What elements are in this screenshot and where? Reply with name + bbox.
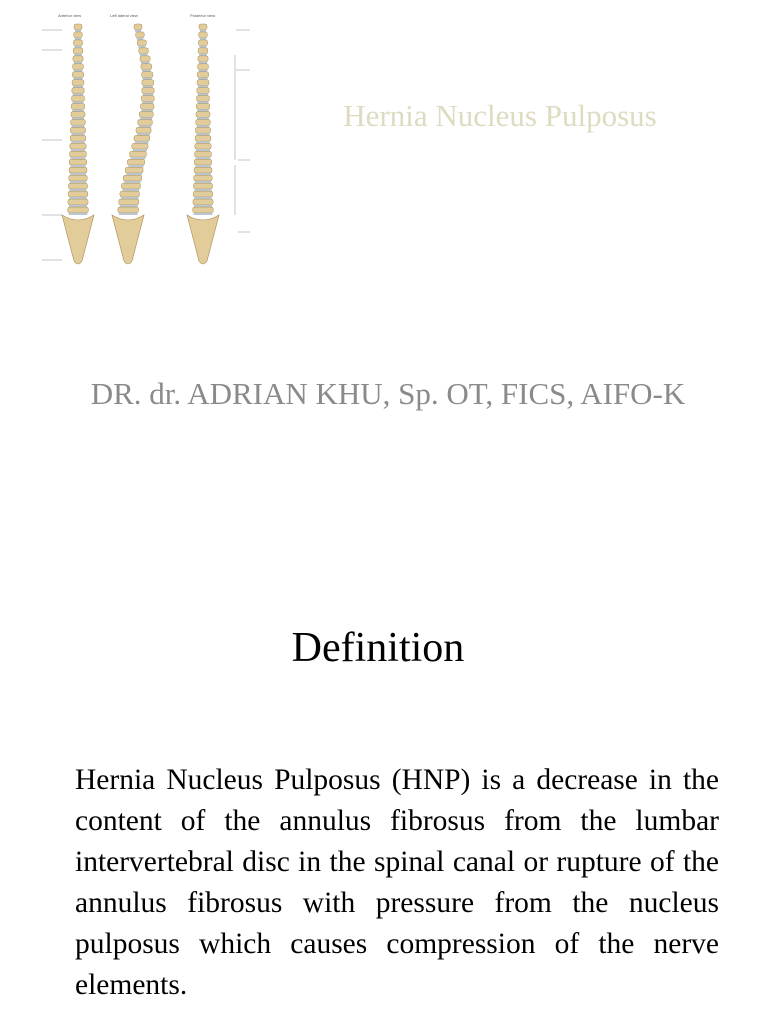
posterior-vertebra — [194, 167, 212, 173]
lateral-disc — [131, 157, 146, 159]
anterior-disc — [74, 62, 82, 64]
anterior-disc — [73, 101, 84, 103]
anterior-disc — [73, 77, 82, 79]
lateral-disc — [141, 109, 153, 111]
lateral-disc — [142, 101, 153, 103]
lateral-vertebra — [134, 24, 142, 30]
anterior-disc — [71, 141, 85, 143]
lateral-vertebra — [130, 151, 147, 157]
posterior-vertebra — [197, 72, 208, 78]
posterior-vertebra — [196, 104, 210, 110]
lateral-vertebra — [118, 207, 139, 213]
lateral-vertebra — [142, 72, 153, 78]
spine-illustration — [28, 10, 272, 272]
anterior-disc — [70, 165, 85, 167]
lateral-disc — [122, 189, 139, 191]
lateral-vertebra — [134, 135, 150, 141]
lateral-disc — [142, 70, 151, 72]
anterior-disc — [73, 85, 83, 87]
lateral-disc — [143, 93, 153, 95]
lateral-vertebra — [123, 175, 141, 181]
posterior-disc — [194, 213, 213, 215]
anterior-spine — [62, 24, 94, 264]
lateral-disc — [126, 173, 142, 175]
anterior-disc — [69, 197, 87, 199]
anterior-vertebra — [69, 175, 87, 181]
anterior-disc — [70, 173, 86, 175]
lateral-disc — [137, 133, 150, 135]
anterior-vertebra — [71, 104, 85, 110]
posterior-disc — [199, 70, 208, 72]
posterior-disc — [194, 197, 212, 199]
posterior-vertebra — [196, 120, 211, 126]
posterior-vertebra — [194, 175, 212, 181]
lateral-disc — [139, 125, 152, 127]
posterior-vertebra — [196, 112, 210, 118]
posterior-disc — [197, 125, 210, 127]
posterior-disc — [195, 181, 211, 183]
anterior-vertebra — [72, 80, 84, 86]
slide-title-text: Hernia Nucleus Pulposus — [343, 98, 657, 133]
anterior-vertebra — [73, 40, 82, 46]
lateral-vertebra — [142, 88, 154, 94]
posterior-disc — [198, 101, 209, 103]
anterior-vertebra — [70, 143, 86, 149]
author-line: DR. dr. ADRIAN KHU, Sp. OT, FICS, AIFO-K — [90, 376, 686, 411]
lateral-spine — [112, 24, 154, 264]
anterior-vertebra — [74, 32, 83, 38]
lateral-vertebra — [127, 159, 144, 165]
anterior-vertebra — [70, 135, 86, 141]
anterior-vertebra — [68, 199, 88, 205]
slide-definition — [0, 512, 768, 1024]
lateral-disc — [124, 181, 140, 183]
anterior-disc — [74, 70, 83, 72]
lateral-vertebra — [140, 104, 154, 110]
lateral-sacrum — [112, 215, 144, 264]
lateral-disc — [121, 197, 139, 199]
anterior-vertebra — [72, 96, 85, 102]
lateral-disc — [120, 205, 138, 207]
anterior-disc — [71, 149, 85, 151]
caption-anterior: Anterior view — [58, 13, 82, 18]
anterior-vertebra — [68, 191, 88, 197]
anterior-vertebra — [69, 167, 87, 173]
posterior-disc — [195, 173, 211, 175]
posterior-vertebra — [198, 56, 208, 62]
lateral-disc — [143, 77, 152, 79]
anterior-vertebra — [72, 88, 84, 94]
posterior-spine — [187, 24, 219, 264]
lateral-vertebra — [119, 199, 139, 205]
lateral-vertebra — [136, 127, 151, 133]
posterior-vertebra — [195, 143, 211, 149]
lateral-vertebra — [138, 120, 153, 126]
posterior-disc — [196, 157, 211, 159]
lateral-disc — [141, 62, 149, 64]
lateral-disc — [143, 85, 153, 87]
lateral-vertebra — [125, 167, 143, 173]
lateral-disc — [128, 165, 143, 167]
posterior-disc — [196, 133, 209, 135]
posterior-vertebra — [199, 24, 207, 30]
lateral-disc — [138, 46, 145, 48]
anterior-disc — [71, 157, 86, 159]
anterior-disc — [74, 54, 82, 56]
posterior-vertebra — [197, 80, 209, 86]
definition-heading: Definition — [291, 625, 465, 671]
anterior-disc — [72, 109, 84, 111]
anterior-vertebra — [73, 48, 83, 54]
anterior-vertebra — [73, 64, 84, 70]
posterior-vertebra — [193, 207, 214, 213]
lateral-disc — [133, 149, 147, 151]
lateral-vertebra — [136, 32, 145, 38]
posterior-disc — [196, 141, 210, 143]
posterior-vertebra — [194, 159, 211, 165]
posterior-disc — [198, 85, 208, 87]
posterior-disc — [199, 54, 207, 56]
posterior-vertebra — [197, 96, 210, 102]
lateral-disc — [140, 117, 152, 119]
anterior-disc — [71, 133, 84, 135]
posterior-vertebra — [198, 40, 207, 46]
posterior-vertebra — [195, 151, 212, 157]
lateral-disc — [135, 30, 141, 32]
posterior-disc — [194, 205, 212, 207]
posterior-disc — [198, 93, 208, 95]
posterior-disc — [199, 46, 206, 48]
posterior-disc — [195, 189, 212, 191]
anterior-vertebra — [68, 207, 89, 213]
anterior-disc — [72, 125, 85, 127]
lateral-vertebra — [132, 143, 148, 149]
posterior-vertebra — [198, 48, 208, 54]
posterior-vertebra — [198, 64, 209, 70]
lateral-vertebra — [139, 112, 153, 118]
posterior-sacrum — [187, 215, 219, 264]
lateral-disc — [140, 54, 148, 56]
posterior-vertebra — [199, 32, 208, 38]
anterior-vertebra — [74, 24, 82, 30]
caption-posterior: Posterior view — [190, 13, 216, 18]
anterior-disc — [73, 93, 83, 95]
posterior-disc — [199, 62, 207, 64]
lateral-vertebra — [120, 191, 140, 197]
posterior-vertebra — [194, 183, 213, 189]
anterior-disc — [70, 181, 86, 183]
anterior-disc — [69, 205, 87, 207]
view-captions — [58, 13, 215, 18]
posterior-disc — [198, 77, 207, 79]
lateral-vertebra — [141, 64, 152, 70]
anterior-disc — [75, 30, 81, 32]
lateral-vertebra — [137, 40, 146, 46]
posterior-disc — [197, 109, 209, 111]
anterior-vertebra — [69, 159, 86, 165]
lateral-disc — [137, 38, 144, 40]
posterior-disc — [197, 117, 209, 119]
anterior-vertebra — [72, 72, 83, 78]
posterior-disc — [200, 38, 207, 40]
posterior-disc — [195, 165, 210, 167]
anterior-disc — [69, 213, 88, 215]
lateral-disc — [135, 141, 149, 143]
caption-lateral: Left lateral view — [110, 13, 138, 18]
anterior-sacrum — [62, 215, 94, 264]
anterior-disc — [72, 117, 84, 119]
anterior-vertebra — [70, 127, 85, 133]
posterior-vertebra — [193, 191, 213, 197]
definition-body: Hernia Nucleus Pulposus (HNP) is a decrease in the content of the annulus fibrosus from the lumbar intervertebral disc in the spinal canal or rupture of the annulus fibrosus with pressure from the nucleus pulposus which causes compression of the nerve elements. — [75, 764, 719, 1001]
posterior-vertebra — [193, 199, 213, 205]
anterior-vertebra — [69, 183, 88, 189]
lateral-vertebra — [142, 80, 154, 86]
anterior-vertebra — [71, 112, 85, 118]
anterior-vertebra — [73, 56, 83, 62]
lateral-vertebra — [139, 48, 149, 54]
posterior-vertebra — [197, 88, 209, 94]
anterior-disc — [70, 189, 87, 191]
anterior-vertebra — [71, 120, 86, 126]
posterior-disc — [196, 149, 210, 151]
posterior-disc — [200, 30, 206, 32]
lateral-disc — [119, 213, 138, 215]
anterior-disc — [74, 46, 81, 48]
lateral-vertebra — [140, 56, 150, 62]
lateral-vertebra — [121, 183, 140, 189]
lateral-vertebra — [141, 96, 154, 102]
posterior-vertebra — [195, 127, 210, 133]
anterior-vertebra — [70, 151, 87, 157]
anterior-disc — [75, 38, 82, 40]
posterior-vertebra — [195, 135, 211, 141]
